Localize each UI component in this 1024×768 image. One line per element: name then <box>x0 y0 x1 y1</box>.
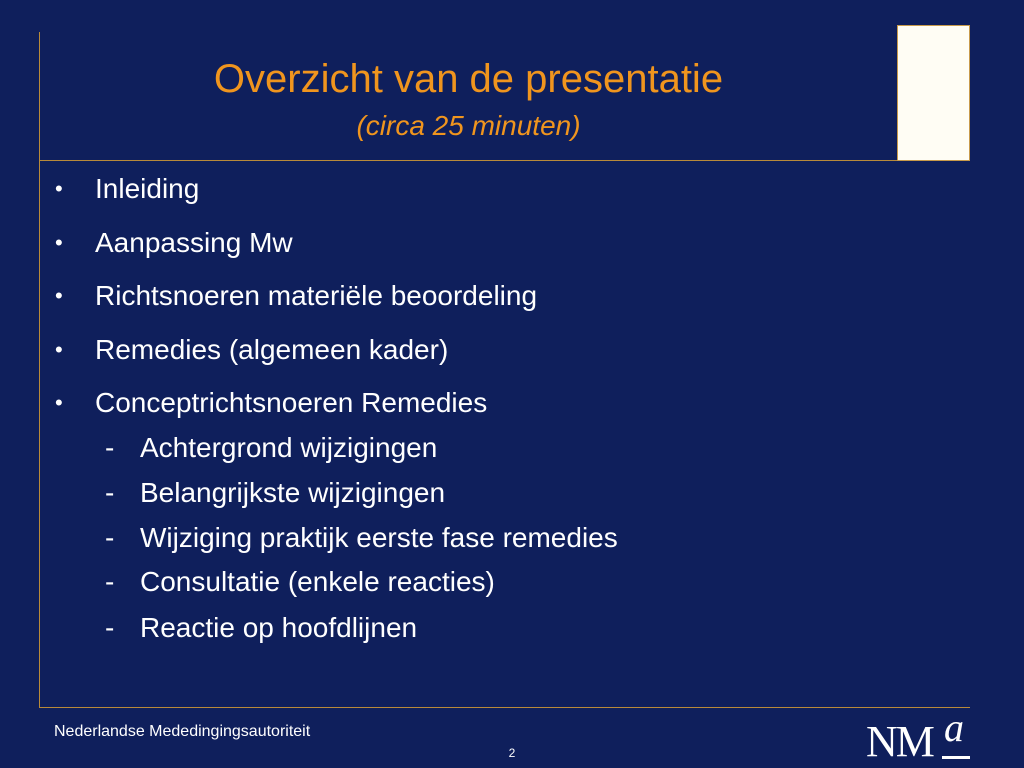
bullet-icon: • <box>55 230 63 255</box>
nma-logo-nm: NM <box>866 717 933 766</box>
bullet-text: Aanpassing Mw <box>95 227 293 258</box>
nma-logo <box>866 705 974 766</box>
bullet-icon: • <box>55 390 63 415</box>
dash-icon: - <box>105 432 115 463</box>
sub-item-text: Achtergrond wijzigingen <box>140 432 438 463</box>
bullet-icon: • <box>55 337 63 362</box>
dash-icon: - <box>105 477 115 508</box>
sub-item-text: Consultatie (enkele reacties) <box>140 566 495 597</box>
slide-title: Overzicht van de presentatie <box>213 57 724 101</box>
logo-placeholder-box <box>897 25 970 161</box>
dash-icon: - <box>105 566 115 597</box>
footer-organization: Nederlandse Mededingingsautoriteit <box>54 723 311 740</box>
nma-logo-underline <box>942 756 970 759</box>
bullet-text: Conceptrichtsnoeren Remedies <box>95 387 488 418</box>
page-number: 2 <box>508 746 516 760</box>
dash-icon: - <box>105 522 115 553</box>
title-divider <box>39 160 970 161</box>
sub-item-text: Reactie op hoofdlijnen <box>140 612 418 643</box>
bullet-text: Inleiding <box>95 173 200 204</box>
sub-item-text: Wijziging praktijk eerste fase remedies <box>140 522 618 553</box>
slide-subtitle: (circa 25 minuten) <box>356 110 581 141</box>
bullet-text: Remedies (algemeen kader) <box>95 334 449 365</box>
sub-item-text: Belangrijkste wijzigingen <box>140 477 446 508</box>
bullet-icon: • <box>55 176 63 201</box>
footer-divider <box>39 707 970 708</box>
nma-logo-a: a <box>944 705 964 750</box>
dash-icon: - <box>105 612 115 643</box>
bullet-icon: • <box>55 283 63 308</box>
bullet-text: Richtsnoeren materiële beoordeling <box>95 280 538 311</box>
